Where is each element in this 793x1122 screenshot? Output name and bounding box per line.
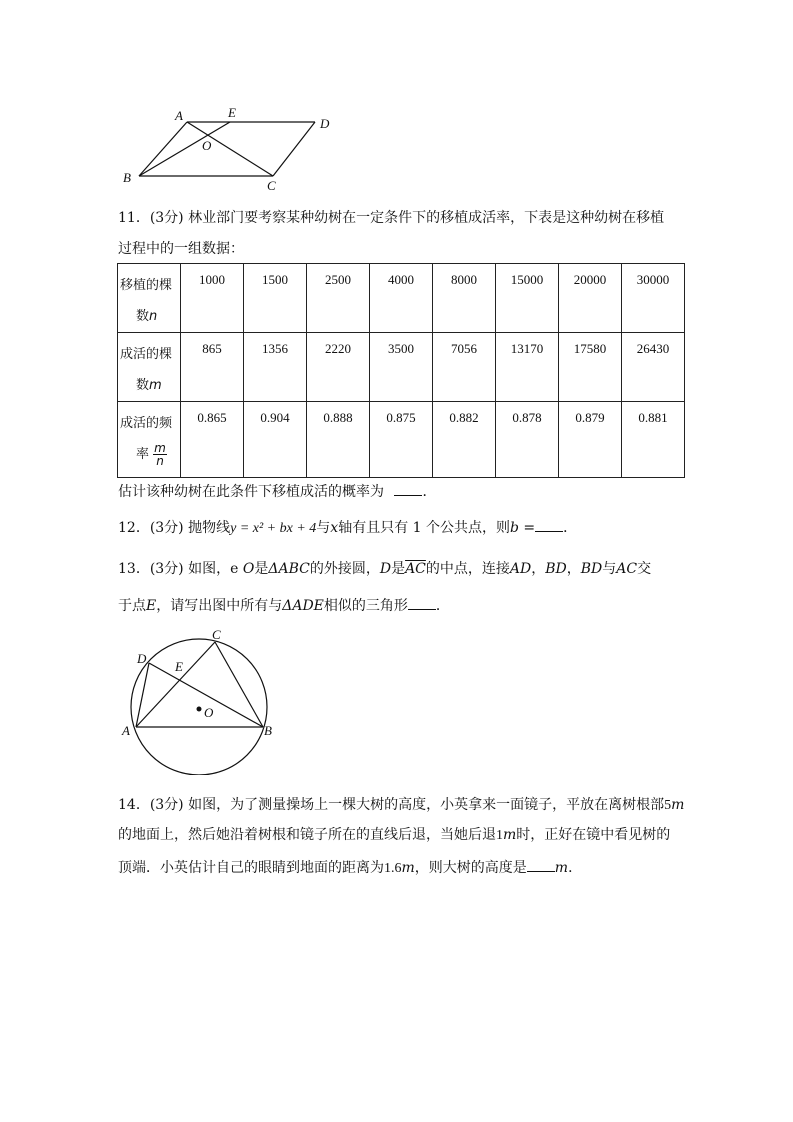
q11-line1: 11．(3分) 林业部门要考察某种幼树在一定条件下的移植成活率，下表是这种幼树在移植 bbox=[118, 210, 665, 226]
label-D: D bbox=[137, 651, 147, 666]
cell: 3500 bbox=[370, 333, 433, 402]
arc-AC: $\overline{AC}$ bbox=[405, 561, 426, 577]
cell: 2220 bbox=[307, 333, 370, 402]
label-A: A bbox=[175, 108, 183, 123]
cell: 0.878 bbox=[496, 402, 559, 478]
cell: 1356 bbox=[244, 333, 307, 402]
cell: 17580 bbox=[559, 333, 622, 402]
cell: 7056 bbox=[433, 333, 496, 402]
circle-figure bbox=[118, 625, 278, 775]
label-O: O bbox=[204, 705, 214, 720]
cell: 26430 bbox=[622, 333, 685, 402]
row-header-survived: 成活的棵 数m bbox=[118, 333, 181, 402]
label-E: E bbox=[175, 659, 183, 674]
label-D: D bbox=[320, 116, 330, 131]
cell: 0.881 bbox=[622, 402, 685, 478]
q12-line: 12．(3分) 抛物线y = x² + bx + 4与x轴有且只有 1 个公共点，则b = ． bbox=[118, 520, 578, 536]
answer-blank[interactable] bbox=[535, 518, 563, 532]
fraction-m-over-n: $\frac{m}{n}$ bbox=[154, 441, 166, 468]
cell: 865 bbox=[181, 333, 244, 402]
table-row bbox=[118, 264, 685, 333]
q13-line2: 于点E，请写出图中所有与ΔADE相似的三角形 ． bbox=[118, 598, 450, 614]
transplant-table bbox=[117, 263, 685, 478]
cell: 4000 bbox=[370, 264, 433, 333]
label-C: C bbox=[212, 627, 221, 642]
cell: 1000 bbox=[181, 264, 244, 333]
row-header-frequency: 成活的频 率 $\frac{m}{n}$ bbox=[118, 402, 181, 478]
row-header-transplanted: 移植的棵 数n bbox=[118, 264, 181, 333]
label-B: B bbox=[264, 723, 272, 738]
answer-blank[interactable] bbox=[408, 596, 436, 610]
label-A: A bbox=[122, 723, 130, 738]
cell: 13170 bbox=[496, 333, 559, 402]
table-row bbox=[118, 402, 685, 478]
cell: 0.888 bbox=[307, 402, 370, 478]
label-O: O bbox=[202, 138, 212, 153]
cell: 20000 bbox=[559, 264, 622, 333]
q13-line1: 13．(3分) 如图，e O是ΔABC的外接圆，D是$\overline{AC}$的中点，连接AD，BD，BD与AC交 bbox=[118, 561, 652, 577]
answer-blank[interactable] bbox=[394, 482, 422, 496]
label-B: B bbox=[123, 170, 131, 185]
cell: 0.904 bbox=[244, 402, 307, 478]
cell: 15000 bbox=[496, 264, 559, 333]
parallelogram-figure bbox=[115, 100, 345, 195]
label-C: C bbox=[267, 178, 276, 193]
q14-line3: 顶端．小英估计自己的眼睛到地面的距离为1.6m，则大树的高度是 m． bbox=[118, 860, 583, 876]
q11-answer-line: 估计该种幼树在此条件下移植成活的概率为 ． bbox=[118, 484, 437, 500]
q14-line1: 14．(3分) 如图，为了测量操场上一棵大树的高度，小英拿来一面镜子，平放在离树根部5m bbox=[118, 797, 685, 813]
label-E: E bbox=[228, 105, 236, 120]
cell: 0.865 bbox=[181, 402, 244, 478]
q14-line2: 的地面上，然后她沿着树根和镜子所在的直线后退，当她后退1m时，正好在镜中看见树的 bbox=[118, 827, 671, 843]
q11-line2: 过程中的一组数据： bbox=[118, 241, 244, 257]
table-row bbox=[118, 333, 685, 402]
cell: 0.879 bbox=[559, 402, 622, 478]
cell: 1500 bbox=[244, 264, 307, 333]
cell: 0.875 bbox=[370, 402, 433, 478]
cell: 0.882 bbox=[433, 402, 496, 478]
cell: 2500 bbox=[307, 264, 370, 333]
cell: 8000 bbox=[433, 264, 496, 333]
answer-blank[interactable] bbox=[527, 858, 555, 872]
cell: 30000 bbox=[622, 264, 685, 333]
